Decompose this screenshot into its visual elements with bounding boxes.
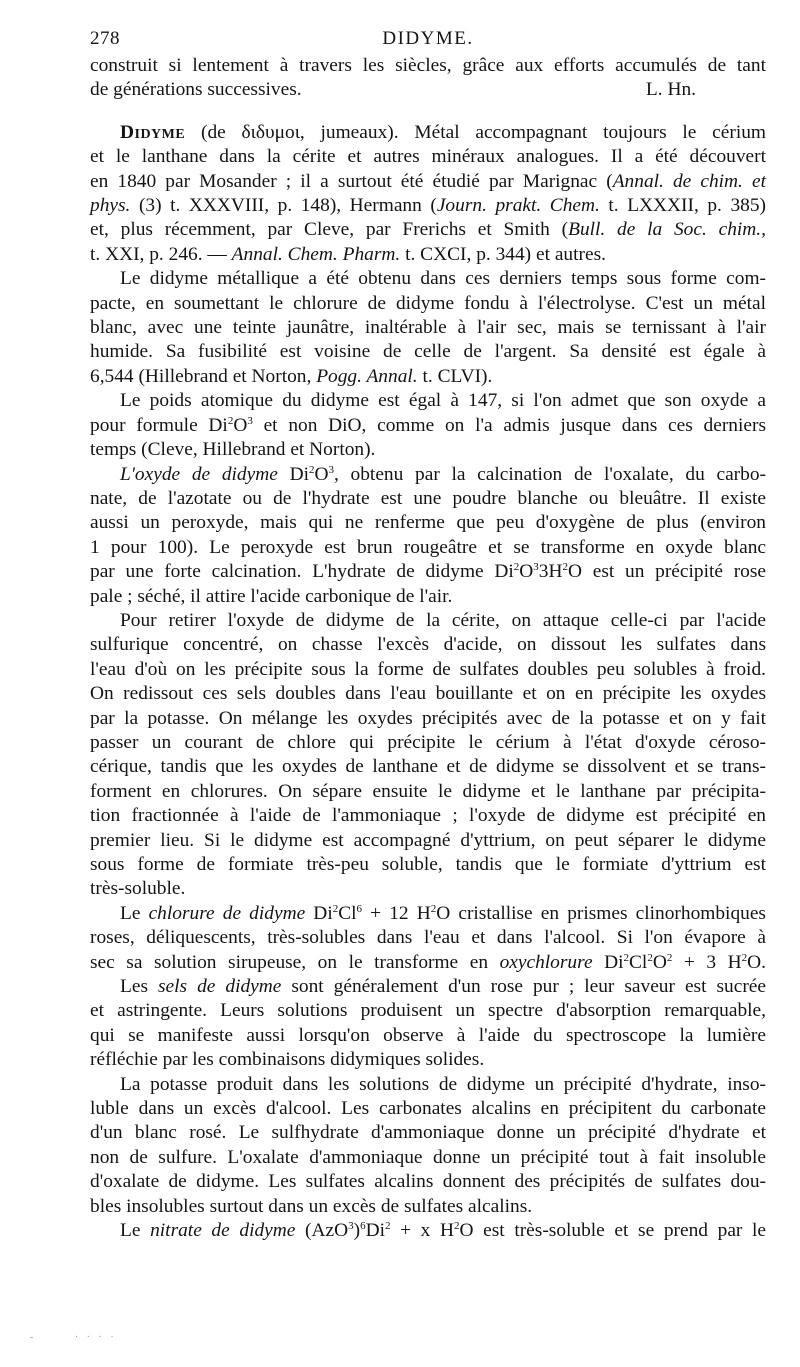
- subject-term: sels de didyme: [158, 976, 282, 998]
- text-fragment: 6,544 (Hillebrand et Norton,: [90, 365, 317, 387]
- text-line: aussi un peroxyde, mais qui ne renferme que peu d'oxygène de plus (environ: [90, 512, 766, 534]
- text-line: l'eau d'où on les précipite sous la forme de sulfates doubles peu solubles à froid.: [90, 658, 766, 680]
- text-line: Le didyme métallique a été obtenu dans ces derniers temps sous forme com-: [120, 268, 766, 290]
- text-fragment: sec sa solution sirupeuse, on le transforme en: [90, 951, 500, 973]
- text-fragment: Di: [305, 902, 333, 924]
- text-line: cérique, tandis que les oxydes de lanthane et de didyme se dissolvent et se trans-: [90, 756, 766, 778]
- text-line: sulfurique concentré, on chasse l'excès d'acide, on dissout les sulfates dans: [90, 634, 766, 656]
- scan-artifact-marks: - · · · ·: [30, 1332, 117, 1343]
- text-line: sous forme de formiate très-peu soluble, tandis que le formiate d'yttrium est: [90, 854, 766, 875]
- superscript: 6: [356, 902, 363, 915]
- text-line: construit si lentement à travers les siècles, grâce aux efforts accumulés de tant: [90, 55, 766, 76]
- running-head: [90, 28, 766, 54]
- text-line: On redissout ces sels doubles dans l'eau bouillante et on en précipite les oxydes: [90, 683, 766, 705]
- superscript: 2: [454, 1220, 460, 1233]
- text-line: très-soluble.: [90, 878, 186, 900]
- citation-title: Annal. Chem. Pharm.: [231, 243, 401, 265]
- text-line: d'un blanc rosé. Le sulfhydrate d'ammoniaque donne un précipité d'hydrate et: [90, 1122, 766, 1144]
- superscript: 2: [647, 951, 653, 964]
- text-fragment: en 1840 par Mosander ; il a surtout été étudié par Marignac (: [90, 170, 613, 192]
- paragraph-extraction: [90, 609, 766, 902]
- superscript: 3: [328, 463, 334, 476]
- paragraph-nitrate: [90, 1219, 766, 1243]
- text-line: forment en chlorures. On sépare ensuite le didyme et le lanthane par précipita-: [90, 780, 766, 802]
- text-fragment: et non DiO, comme on l'a admis jusque dans ces derniers: [252, 414, 766, 436]
- text-fragment: Les: [120, 976, 158, 998]
- text-line: par la potasse. On mélange les oxydes précipités avec de la potasse et on y fait: [90, 707, 766, 729]
- text-fragment: Di: [365, 1220, 385, 1242]
- text-fragment: O.: [747, 951, 766, 973]
- subject-term: nitrate de didyme: [150, 1220, 296, 1242]
- text-fragment: (de διδυμοι, jumeaux). Métal accompagnant toujours le cérium: [185, 121, 766, 143]
- text-line: pale ; séché, il attire l'acide carbonique de l'air.: [90, 585, 453, 607]
- text-line: premier lieu. Si le didyme est accompagné d'yttrium, on peut séparer le didyme: [90, 829, 766, 851]
- subject-term: oxychlorure: [499, 951, 593, 973]
- text-line: nate, de l'azotate ou de l'hydrate est une poudre blanche ou bleuâtre. Il existe: [90, 487, 766, 509]
- body-text: [90, 54, 766, 1244]
- text-line: et le lanthane dans la cérite et autres minéraux analogues. Il a été découvert: [90, 146, 766, 168]
- text-line: [90, 560, 766, 584]
- superscript: 2: [741, 951, 748, 964]
- entry-headword: Didyme: [120, 121, 186, 143]
- text-fragment: O est un précipité rose: [567, 561, 766, 583]
- superscript: 2: [513, 561, 520, 574]
- superscript: 2: [562, 561, 568, 574]
- citation-title: Annal. de chim. et: [612, 170, 767, 192]
- text-fragment: Di: [277, 463, 309, 485]
- text-line: [90, 121, 766, 145]
- text-line: pacte, en soumettant le chlorure de didyme fondu à l'électrolyse. C'est un métal: [90, 292, 766, 314]
- text-fragment: O est très-soluble et se prend par le: [459, 1220, 767, 1242]
- text-line: [90, 194, 766, 218]
- text-fragment: 3H: [538, 561, 563, 583]
- text-line: [90, 243, 766, 267]
- running-title: DIDYME.: [382, 28, 474, 49]
- text-line: [90, 951, 766, 975]
- text-fragment: t. XXI, p. 246. —: [90, 243, 232, 265]
- text-line: [90, 170, 766, 194]
- subject-term: L'oxyde de didyme: [120, 463, 278, 485]
- text-line: tion fractionnée à l'aide de l'ammoniaque ; l'oxyde de didyme est précipité en: [90, 805, 766, 827]
- book-page: [90, 28, 766, 1244]
- text-line: passer un courant de chlore qui précipite le cérium à l'état d'oxyde céroso-: [90, 731, 766, 753]
- text-line: luble dans un excès d'alcool. Les carbonates alcalins en précipitent du carbonate: [90, 1098, 766, 1120]
- text-line: [90, 1219, 766, 1243]
- text-fragment: O cristallise en prismes clinorhombiques: [436, 902, 766, 924]
- text-fragment: O: [314, 463, 329, 485]
- superscript: 2: [623, 951, 629, 964]
- text-fragment: sont généralement d'un rose pur ; leur saveur est sucrée: [281, 976, 766, 998]
- text-line: [90, 78, 766, 102]
- superscript: 2: [332, 902, 339, 915]
- text-fragment: t. CLVI).: [417, 365, 493, 387]
- superscript: 6: [360, 1220, 366, 1233]
- text-line: [90, 975, 766, 999]
- text-line: d'oxalate de didyme. Les sulfates alcalins donnent des précipités de sulfates dou-: [90, 1171, 766, 1193]
- text-fragment: t. LXXXII, p. 385): [599, 195, 766, 217]
- text-fragment: t. CXCI, p. 344) et autres.: [400, 243, 606, 265]
- citation-title: Journ. prakt. Chem.: [436, 195, 600, 217]
- superscript: 3: [533, 561, 539, 574]
- text-line: blanc, avec une teinte jaunâtre, inaltérable à l'air sec, mais se ternissant à l'air: [90, 317, 766, 339]
- text-fragment: (3) t. XXXVIII, p. 148), Hermann (: [130, 195, 437, 217]
- text-fragment: O: [233, 414, 248, 436]
- superscript: 2: [384, 1220, 391, 1233]
- paragraph-chloride: [90, 902, 766, 975]
- page-number: 278: [90, 28, 120, 49]
- text-line: roses, déliquescents, très-solubles dans l'eau et dans l'alcool. Si l'on évapore à: [90, 927, 766, 949]
- text-fragment: par une forte calcination. L'hydrate de didyme Di: [90, 561, 514, 583]
- text-line: 1 pour 100). Le peroxyde est brun rougeâtre et se transforme en oxyde blanc: [90, 536, 766, 558]
- superscript: 2: [227, 414, 234, 427]
- text-line: [90, 902, 766, 926]
- paragraph-oxide: [90, 463, 766, 609]
- text-fragment: Le: [120, 1220, 151, 1242]
- text-line: [90, 463, 766, 487]
- text-line: et astringente. Leurs solutions produisent un spectre d'absorption remarquable,: [90, 1000, 766, 1022]
- citation-title: phys.: [90, 195, 131, 217]
- text-line: La potasse produit dans les solutions de didyme un précipité d'hydrate, inso-: [120, 1073, 766, 1095]
- text-line: [90, 218, 766, 242]
- text-fragment: (AzO: [295, 1220, 349, 1242]
- citation-title: Bull. de la Soc. chim.,: [568, 219, 766, 241]
- text-fragment: pour formule Di: [90, 414, 228, 436]
- text-fragment: , obtenu par la calcination de l'oxalate, du carbo-: [333, 463, 766, 485]
- text-line: Le poids atomique du didyme est égal à 147, si l'on admet que son oxyde a: [120, 390, 766, 412]
- text-fragment: et, plus récemment, par Cleve, par Frerichs et Smith (: [90, 219, 569, 241]
- text-line: réfléchie par les combinaisons didymiques solides.: [90, 1049, 485, 1071]
- text-fragment: Cl: [338, 902, 357, 924]
- paragraph-salts: [90, 975, 766, 1073]
- text-line: bles insolubles surtout dans un excès de sulfates alcalins.: [90, 1195, 533, 1217]
- paragraph-atomic-weight: [90, 389, 766, 462]
- text-fragment: O: [519, 561, 534, 583]
- text-fragment: + 3 H: [672, 951, 742, 973]
- text-line: humide. Sa fusibilité est voisine de celle de l'argent. Sa densité est égale à: [90, 341, 766, 363]
- text-fragment: Di: [592, 951, 624, 973]
- text-fragment: + x H: [390, 1220, 455, 1242]
- entry-intro-paragraph: [90, 121, 766, 267]
- superscript: 2: [430, 902, 437, 915]
- text-line: temps (Cleve, Hillebrand et Norton).: [90, 439, 376, 461]
- text-fragment: Cl: [629, 951, 648, 973]
- superscript: 2: [308, 463, 315, 476]
- text-line: [90, 414, 766, 438]
- text-fragment: ): [353, 1220, 361, 1242]
- superscript: 3: [348, 1220, 354, 1233]
- text-line: qui se manifeste aussi lorsqu'on observe à l'aide du spectroscope la lumière: [90, 1024, 766, 1046]
- text-line: Pour retirer l'oxyde de didyme de la cérite, on attaque celle-ci par l'acide: [120, 609, 766, 631]
- text-fragment: de générations successives.: [90, 79, 302, 101]
- continuation-paragraph: [90, 54, 766, 103]
- text-line: [90, 365, 766, 389]
- text-fragment: + 12 H: [362, 902, 431, 924]
- text-fragment: Le: [120, 902, 149, 924]
- superscript: 2: [666, 951, 673, 964]
- paragraph-reactions: [90, 1073, 766, 1219]
- author-signature: L. Hn.: [645, 79, 696, 101]
- subject-term: chlorure de didyme: [148, 902, 306, 924]
- paragraph-metal: [90, 267, 766, 389]
- text-line: non de sulfure. L'oxalate d'ammoniaque donne un précipité tout à fait insoluble: [90, 1146, 766, 1168]
- text-fragment: O: [652, 951, 667, 973]
- superscript: 3: [247, 414, 253, 427]
- citation-title: Pogg. Annal.: [316, 365, 418, 387]
